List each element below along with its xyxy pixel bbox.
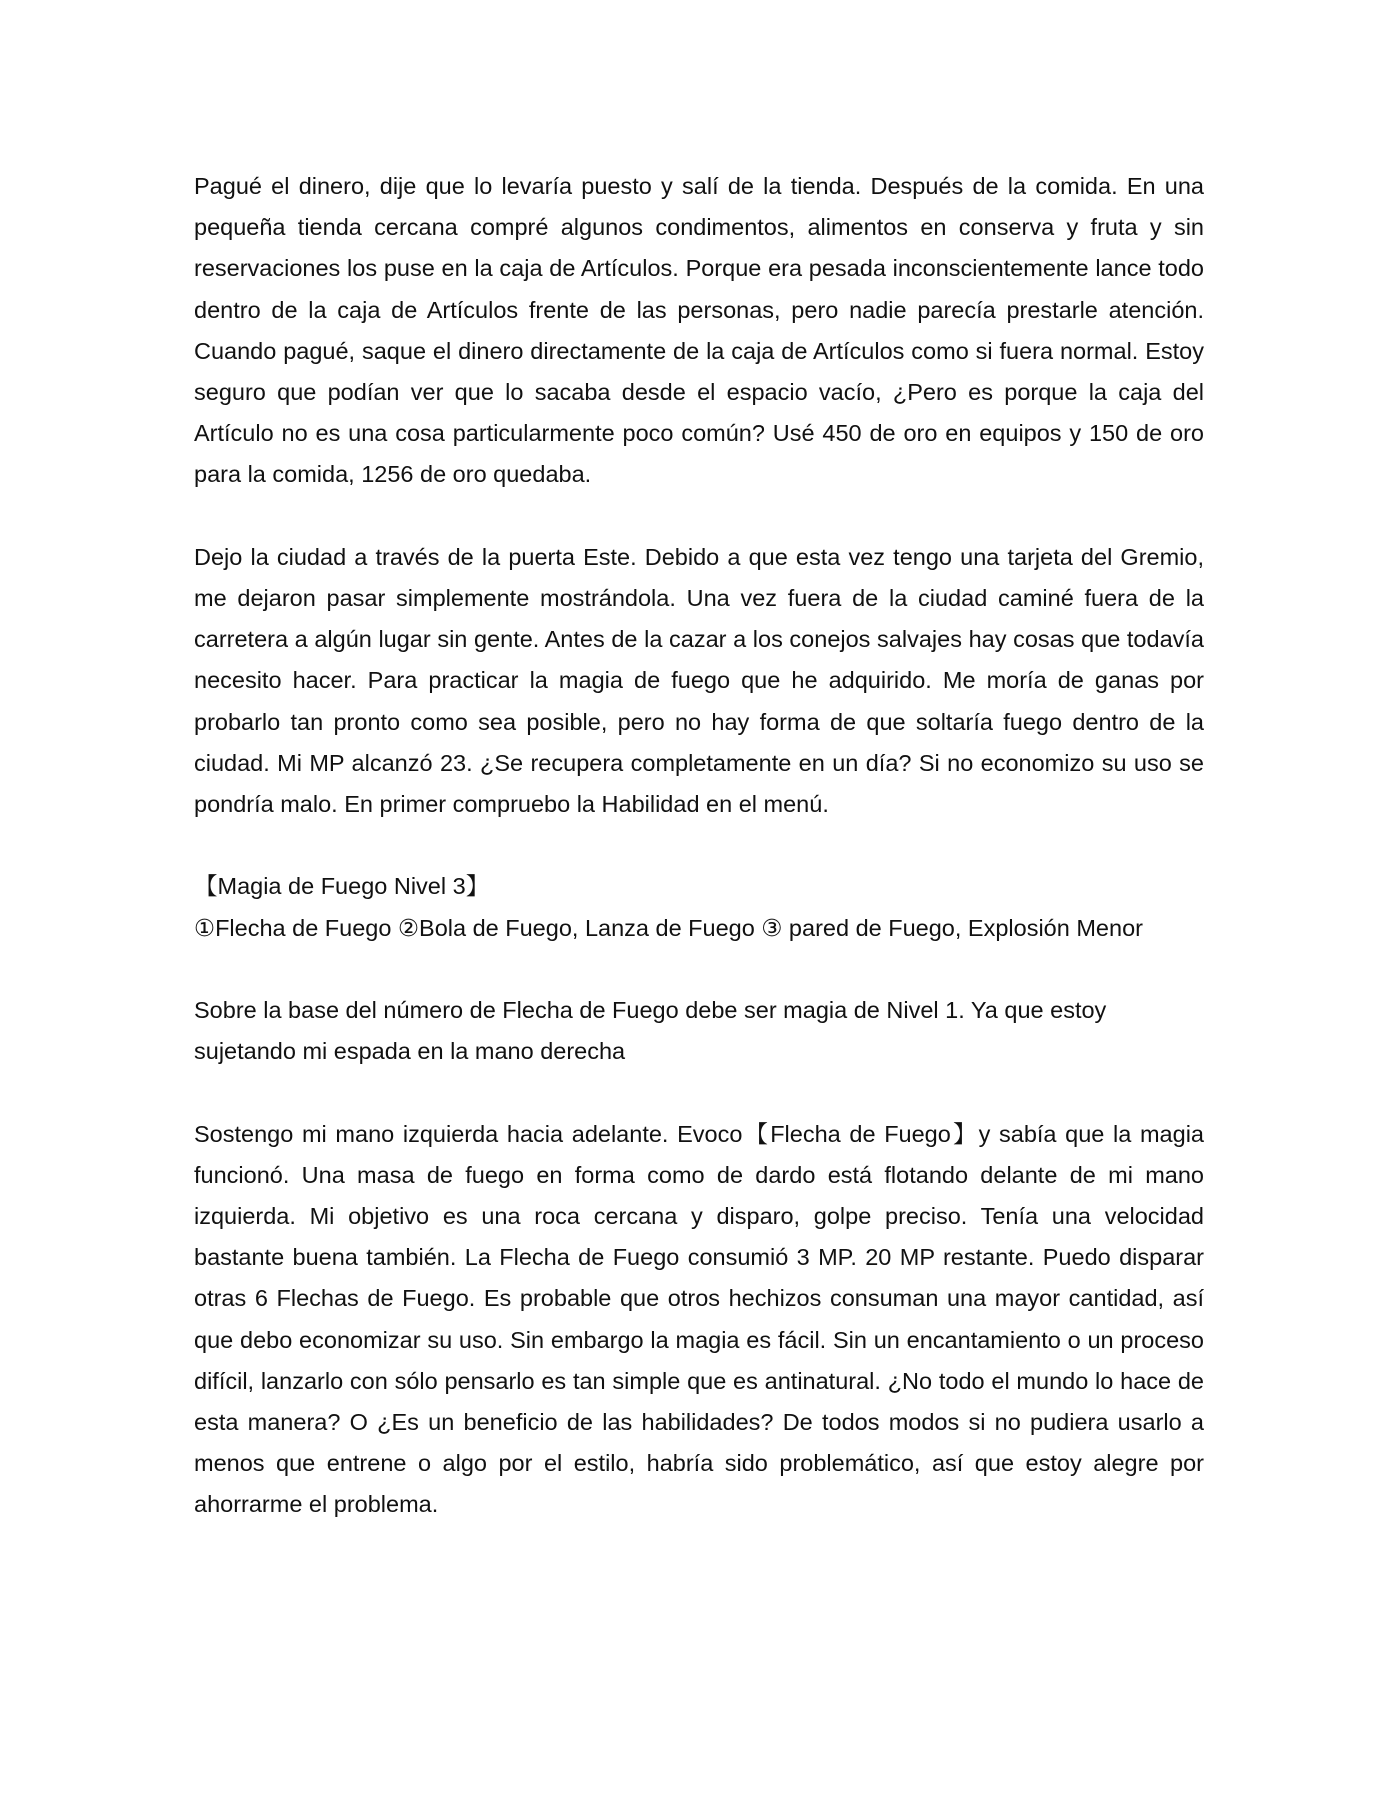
fire-magic-skill-title: 【Magia de Fuego Nivel 3】	[194, 873, 490, 900]
document-page	[194, 166, 1204, 1567]
fire-magic-spell-list: ①Flecha de Fuego ②Bola de Fuego, Lanza de Fuego ③ pared de Fuego, Explosión Menor	[194, 914, 1143, 941]
paragraph-leaving-city: Dejo la ciudad a través de la puerta Este. Debido a que esta vez tengo una tarjeta del Gremio, me dejaron pasar simplemente mostrándola. Una vez fuera de la ciudad caminé fuera de la carretera a algún lugar sin gente. Antes de la cazar a los conejos salvajes hay cosas que todavía necesito hacer. Para practicar la magia de fuego que he adquirido. Me moría de ganas por probarlo tan pronto como sea posible, pero no hay forma de que soltaría fuego dentro de la ciudad. Mi MP alcanzó 23. ¿Se recupera completamente en un día? Si no economizo su uso se pondría malo. En primer compruebo la Habilidad en el menú.	[194, 543, 1204, 818]
fire-magic-skill-block	[194, 866, 1204, 948]
paragraph-casting-fire-arrow: Sostengo mi mano izquierda hacia adelante. Evoco【Flecha de Fuego】y sabía que la magia funcionó. Una masa de fuego en forma como de dardo está flotando delante de mi mano izquierda. Mi objetivo es una roca cercana y disparo, golpe preciso. Tenía una velocidad bastante buena también. La Flecha de Fuego consumió 3 MP. 20 MP restante. Puedo disparar otras 6 Flechas de Fuego. Es probable que otros hechizos consuman una mayor cantidad, así que debo economizar su uso. Sin embargo la magia es fácil. Sin un encantamiento o un proceso difícil, lanzarlo con sólo pensarlo es tan simple que es antinatural. ¿No todo el mundo lo hace de esta manera? O ¿Es un beneficio de las habilidades? De todos modos si no pudiera usarlo a menos que entrene o algo por el estilo, habría sido problemático, así que estoy alegre por ahorrarme el problema.	[194, 1120, 1204, 1518]
paragraph-store-purchase: Pagué el dinero, dije que lo levaría puesto y salí de la tienda. Después de la comida. En una pequeña tienda cercana compré algunos condimentos, alimentos en conserva y fruta y sin reservaciones los puse en la caja de Artículos. Porque era pesada inconscientemente lance todo dentro de la caja de Artículos frente de las personas, pero nadie parecía prestarle atención. Cuando pagué, saque el dinero directamente de la caja de Artículos como si fuera normal. Estoy seguro que podían ver que lo sacaba desde el espacio vacío, ¿Pero es porque la caja del Artículo no es una cosa particularmente poco común? Usé 450 de oro en equipos y 150 de oro para la comida, 1256 de oro quedaba.	[194, 173, 1204, 488]
paragraph-fire-arrow-level: Sobre la base del número de Flecha de Fuego debe ser magia de Nivel 1. Ya que estoy sujetando mi espada en la mano derecha	[194, 997, 1107, 1065]
